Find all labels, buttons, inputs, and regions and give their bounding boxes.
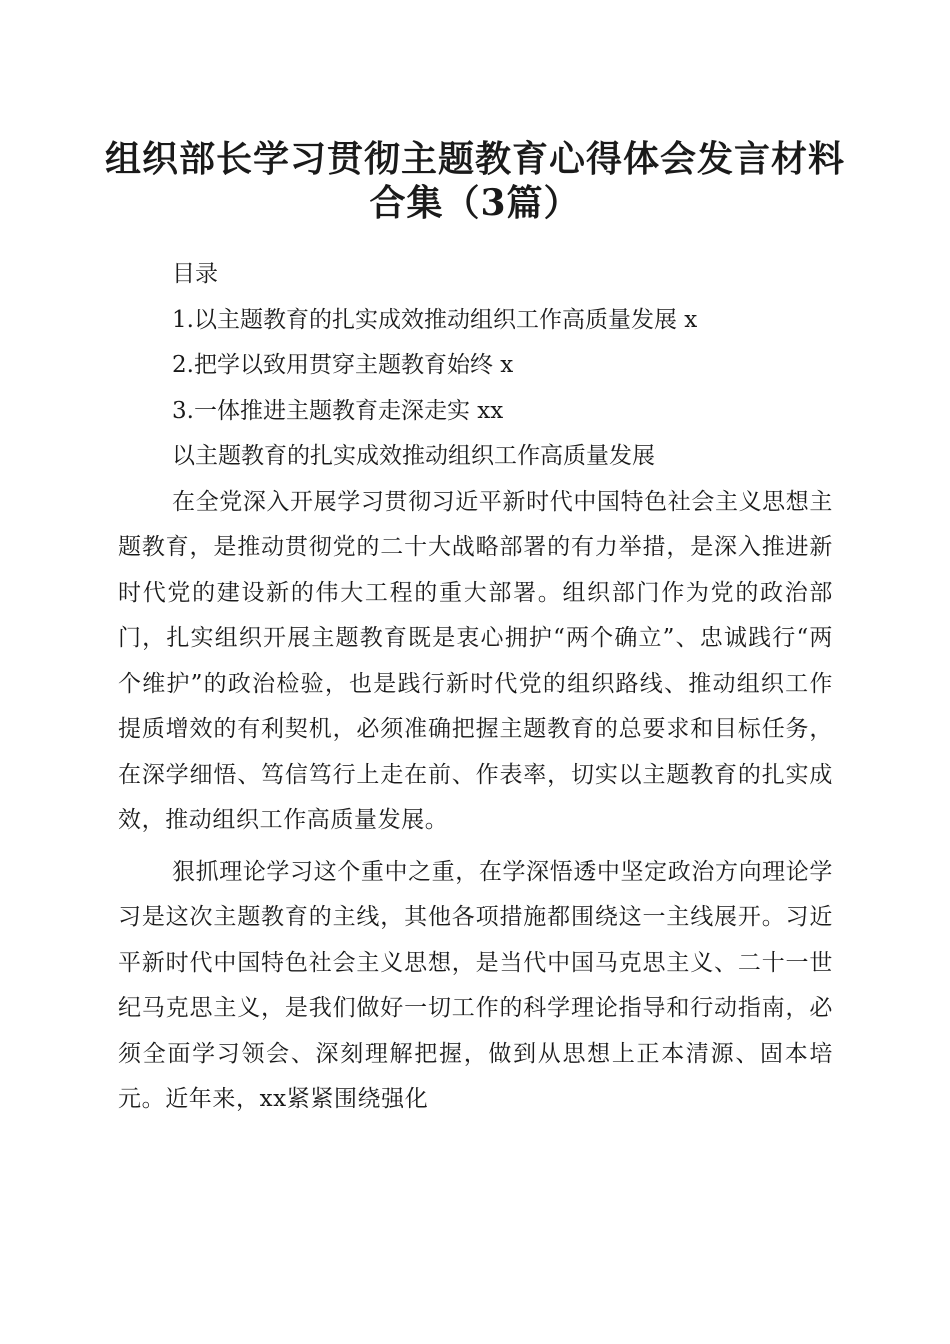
toc-item-1: 1.以主题教育的扎实成效推动组织工作高质量发展 x: [172, 306, 698, 333]
toc-item-2: 2.把学以致用贯穿主题教育始终 x: [172, 352, 514, 378]
title-line-2: 合集（3篇）: [369, 182, 581, 224]
document-body: [118, 252, 833, 1123]
toc-heading: 目录: [172, 261, 218, 287]
section-heading: 以主题教育的扎实成效推动组织工作高质量发展: [172, 443, 655, 469]
paragraph-2: 狠抓理论学习这个重中之重，在学深悟透中坚定政治方向理论学习是这次主题教育的主线，其他各项措施都围绕这一主线展开。习近平新时代中国特色社会主义思想，是当代中国马克思主义、二十一世纪马克思主义，是我们做好一切工作的科学理论指导和行动指南，必须全面学习领会、深刻理解把握，做到从思想上正本清源、固本培元。近年来，xx紧紧围绕强化: [118, 858, 833, 1112]
document-title: [100, 137, 850, 225]
title-line-1: 组织部长学习贯彻主题教育心得体会发言材料: [104, 138, 845, 180]
toc-item-3: 3.一体推进主题教育走深走实 xx: [172, 397, 504, 424]
paragraph-1: 在全党深入开展学习贯彻习近平新时代中国特色社会主义思想主题教育，是推动贯彻党的二十大战略部署的有力举措，是深入推进新时代党的建设新的伟大工程的重大部署。组织部门作为党的政治部门，扎实组织开展主题教育既是衷心拥护“两个确立”、忠诚践行“两个维护”的政治检验，也是践行新时代党的组织路线、推动组织工作提质增效的有利契机，必须准确把握主题教育的总要求和目标任务，在深学细悟、笃信笃行上走在前、作表率，切实以主题教育的扎实成效，推动组织工作高质量发展。: [118, 488, 833, 833]
